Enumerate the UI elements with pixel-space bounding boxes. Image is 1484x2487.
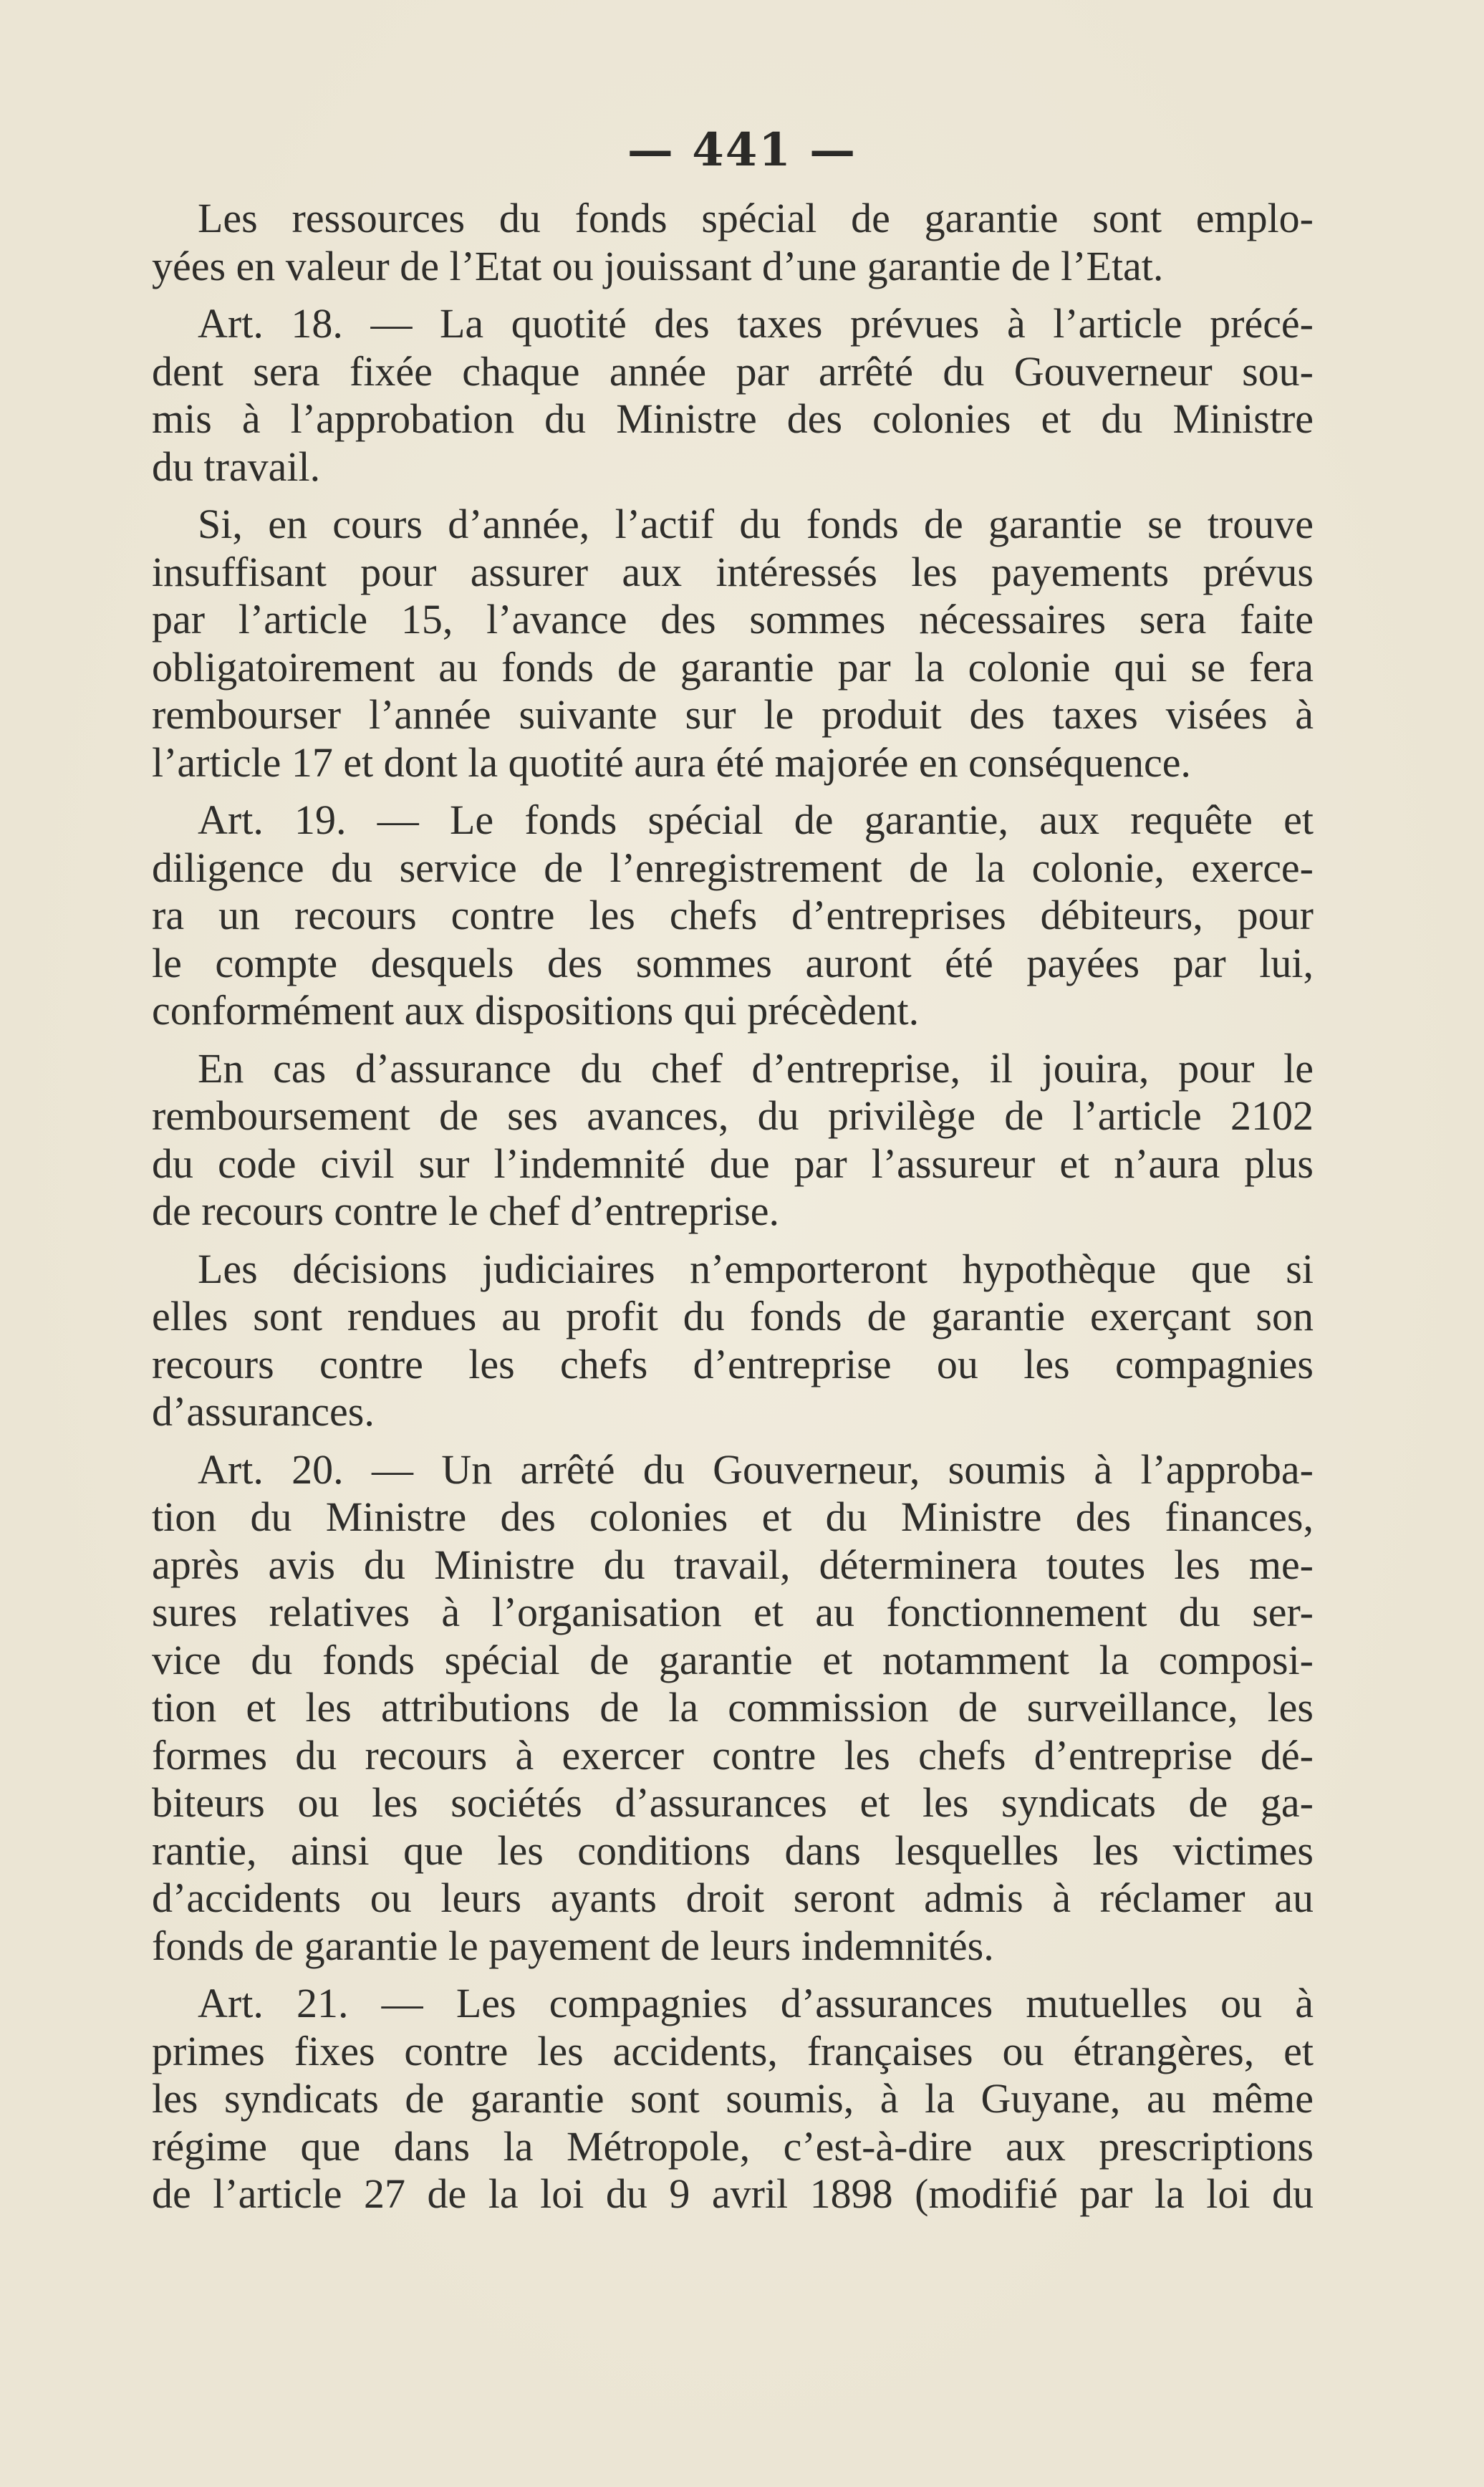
text-line: d’assurances. [152,1388,375,1435]
text-line: d’accidents ou leurs ayants droit seront admis à réclamer au [152,1875,1314,1921]
text-line: Les ressources du fonds spécial de garantie sont emplo- [198,195,1314,241]
text-line: diligence du service de l’enregistrement de la colonie, exerce- [152,844,1314,891]
text-line: rantie, ainsi que les conditions dans lesquelles les victimes [152,1827,1314,1874]
text-line: tion et les attributions de la commission de surveillance, les [152,1684,1314,1731]
text-line: conformément aux dispositions qui précèdent. [152,987,920,1034]
text-line: ra un recours contre les chefs d’entreprises débiteurs, pour [152,892,1314,938]
text-line: dent sera fixée chaque année par arrêté du Gouverneur sou- [152,347,1314,395]
paragraph-6 [152,1246,1314,1436]
paragraph-art-20 [152,1446,1314,1971]
text-line: Art. 21. — Les compagnies d’assurances mutuelles ou à [198,1980,1314,2026]
text-line: Art. 18. — La quotité des taxes prévues à l’article précé- [198,300,1314,347]
page-number: — 441 — [627,123,857,177]
text-line: recours contre les chefs d’entreprise ou les compagnies [152,1340,1314,1387]
text-line: fonds de garantie le payement de leurs indemnités. [152,1922,994,1969]
paragraph-5 [152,1045,1314,1236]
text-line: du code civil sur l’indemnité due par l’assureur et n’aura plus [152,1140,1314,1187]
text-line: sures relatives à l’organisation et au fonctionnement du ser- [152,1589,1314,1635]
text-line: insuffisant pour assurer aux intéressés les payements prévus [152,548,1314,595]
text-line: de recours contre le chef d’entreprise. [152,1188,779,1234]
text-line: remboursement de ses avances, du privilège de l’article 2102 [152,1092,1314,1139]
text-line: formes du recours à exercer contre les chefs d’entreprise dé- [152,1731,1314,1779]
paragraph-art-21 [152,1980,1314,2218]
text-line: du travail. [152,443,321,490]
text-line: obligatoirement au fonds de garantie par la colonie qui se fera [152,643,1314,691]
body-text [152,195,1314,2218]
text-line: le compte desquels des sommes auront été payées par lui, [152,939,1314,986]
text-line: primes fixes contre les accidents, françaises ou étrangères, et [152,2027,1314,2074]
text-line: mis à l’approbation du Ministre des colonies et du Ministre [152,395,1314,442]
text-line: après avis du Ministre du travail, déterminera toutes les me- [152,1541,1314,1588]
text-line: yées en valeur de l’Etat ou jouissant d’une garantie de l’Etat. [152,242,1164,289]
text-line: les syndicats de garantie sont soumis, à la Guyane, au même [152,2075,1314,2122]
text-line: Art. 19. — Le fonds spécial de garantie, aux requête et [198,797,1314,843]
paragraph-art-18 [152,300,1314,491]
text-line: régime que dans la Métropole, c’est-à-dire aux prescriptions [152,2122,1314,2170]
text-line: vice du fonds spécial de garantie et notamment la composi- [152,1636,1314,1683]
text-line: Si, en cours d’année, l’actif du fonds de garantie se trouve [198,501,1314,547]
text-line: biteurs ou les sociétés d’assurances et les syndicats de ga- [152,1779,1314,1826]
paragraph-1 [152,195,1314,290]
text-line: elles sont rendues au profit du fonds de garantie exerçant son [152,1293,1314,1339]
text-line: l’article 17 et dont la quotité aura été majorée en conséquence. [152,739,1191,786]
text-line: de l’article 27 de la loi du 9 avril 1898 (modifié par la loi du [152,2170,1314,2217]
paragraph-3 [152,501,1314,786]
paragraph-art-19 [152,797,1314,1035]
text-line: Art. 20. — Un arrêté du Gouverneur, soumis à l’approba- [198,1445,1314,1493]
text-line: rembourser l’année suivante sur le produit des taxes visées à [152,691,1314,738]
text-line: En cas d’assurance du chef d’entreprise, il jouira, pour le [198,1044,1314,1092]
text-line: par l’article 15, l’avance des sommes nécessaires sera faite [152,596,1314,643]
text-line: Les décisions judiciaires n’emporteront hypothèque que si [198,1245,1314,1292]
text-line: tion du Ministre des colonies et du Ministre des finances, [152,1493,1314,1540]
